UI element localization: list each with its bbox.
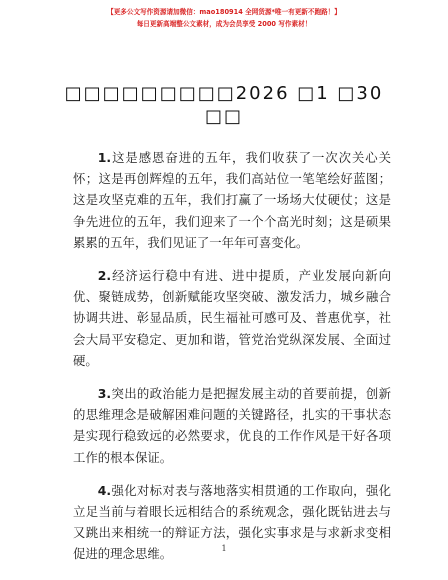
paragraph-text: 经济运行稳中有进、进中提质，产业发展向新向优、聚链成势，创新赋能攻坚突破、激发活力，城乡融合协调共进、彰显品质，民生福祉可感可及、普惠优享，社会大局平安稳定、更加和谐，管党治党纵深发展、全面过硬。 <box>73 268 391 368</box>
paragraph-number: 3. <box>97 386 112 402</box>
paragraph-number: 1. <box>97 150 112 165</box>
promo-banner-line-1: 【更多公文写作资源请加微信：mao180914 全网货源*唯一有更新不跑路！】 <box>107 8 341 16</box>
paragraph-number: 2. <box>97 268 112 284</box>
paragraph-text: 这是感恩奋进的五年，我们收获了一次次关心关怀；这是再创辉煌的五年，我们高站位一笔笔绘好蓝图；这是攻坚克难的五年，我们打赢了一场场大仗硬仗；这是争先进位的五年，我们迎来了一个个高光时刻；这是硕果累累的五年，我们见证了一年年可喜变化。 <box>73 150 391 250</box>
paragraph-2 <box>73 265 391 371</box>
document-body <box>73 147 391 577</box>
document-title-line-1: □□□□□□□□□2026 □1 □30 <box>64 83 384 104</box>
paragraph-text: 突出的政治能力是把握发展主动的首要前提，创新的思维理念是破解困难问题的关键路径，扎实的干事状态是实现行稳致远的必然要求，优良的工作作风是干好各项工作的根本保证。 <box>73 386 391 465</box>
document-title-line-2: □□ <box>204 106 243 127</box>
paragraph-3 <box>73 383 391 468</box>
paragraph-number: 4. <box>97 482 112 498</box>
paragraph-text: 强化对标对表与落地落实相贯通的工作取向，强化立足当前与着眼长远相结合的系统观念，强化既钻进去与又跳出来相统一的辩证方法，强化实事求是与求新求变相促进的理念思维。 <box>73 482 391 562</box>
paragraph-1 <box>73 147 391 253</box>
promo-banner-line-2: 每日更新高端整公文素材，成为会员享受 2000 写作素材！ <box>136 20 312 28</box>
page-number: 1 <box>221 544 227 553</box>
